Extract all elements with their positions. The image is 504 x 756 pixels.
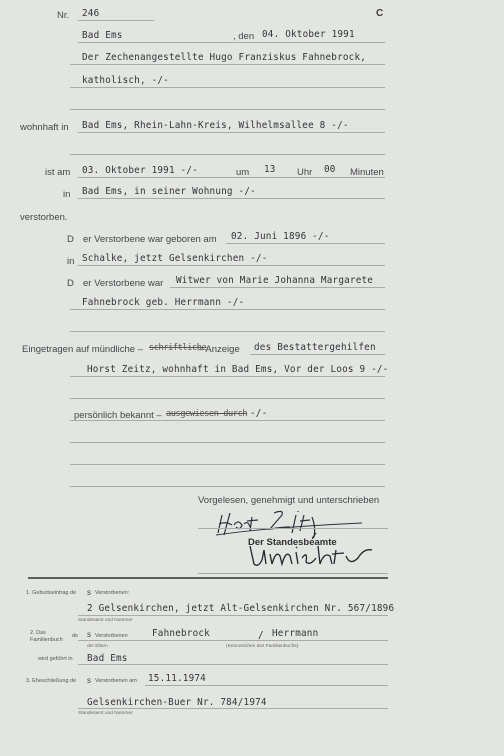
birth-label-d: D — [67, 234, 74, 245]
registrar-label: Der Standesbeamte — [248, 537, 337, 548]
closing-text: Vorgelesen, genehmigt und unterschrieben — [198, 495, 380, 506]
death-place: Bad Ems, in seiner Wohnung -/- — [82, 186, 256, 197]
registry-place: Bad Ems — [82, 30, 123, 41]
report-line-2: Horst Zeitz, wohnhaft in Bad Ems, Vor der Loos 9 -/- — [87, 364, 389, 375]
report-by: des Bestattergehilfen — [254, 342, 376, 353]
note2-name1: Fahnebrock — [152, 628, 210, 639]
note3-caption: Standesamt und Nummer — [78, 711, 133, 716]
person-line-1: Der Zechenangestellte Hugo Franziskus Fahnebrock, — [82, 52, 367, 63]
person-line-2: katholisch, -/- — [82, 75, 169, 86]
note2-name2: Herrmann — [272, 628, 319, 639]
minuten-label: Minuten — [350, 167, 384, 178]
note1-suffix: Verstorbenen: — [95, 590, 130, 596]
note2-de: de — [72, 633, 79, 639]
note3-s: s — [87, 676, 91, 685]
death-place-label: in — [63, 189, 71, 200]
note1-label: 1. Geburtseintrag de — [26, 590, 77, 596]
note2-suffix: Verstorbenen — [95, 633, 128, 639]
marital-line-2: Fahnebrock geb. Herrmann -/- — [82, 297, 245, 308]
note2-s: s — [87, 630, 91, 639]
note3-value: Gelsenkirchen-Buer Nr. 784/1974 — [87, 697, 267, 708]
birth-label: er Verstorbene war geboren am — [83, 234, 217, 245]
note2-kennzeichen: (Kennzeichen des Familienbuchs) — [226, 644, 299, 649]
entry-number: 246 — [82, 8, 100, 19]
entry-date: 04. Oktober 1991 — [262, 29, 355, 40]
marital-line-1: Witwer von Marie Johanna Margarete — [176, 275, 374, 286]
marital-label-d: D — [67, 278, 74, 289]
marital-label: er Verstorbene war — [83, 278, 164, 289]
death-date-label: ist am — [45, 167, 71, 178]
death-date: 03. Oktober 1991 -/- — [82, 165, 198, 176]
known-struck: ausgewiesen durch — [166, 409, 248, 419]
death-hour: 13 — [264, 164, 276, 175]
nr-label: Nr. — [57, 10, 70, 21]
um-label: um — [236, 167, 250, 178]
known-value: -/- — [250, 408, 268, 419]
residence-value: Bad Ems, Rhein-Lahn-Kreis, Wilhelmsallee 8 -/- — [82, 120, 349, 131]
note2-gefuehrt-label: wird geführt in — [38, 656, 73, 662]
known-label: persönlich bekannt – — [74, 410, 162, 421]
report-struck: schriftliche — [149, 343, 207, 353]
note1-s: s — [87, 588, 91, 597]
den-label: , den — [233, 31, 255, 42]
verstorben-label: verstorben. — [20, 212, 68, 223]
note2-slash: / — [258, 630, 264, 641]
death-minutes: 00 — [324, 164, 336, 175]
form-letter: C — [376, 8, 384, 19]
informant-signature — [212, 505, 372, 541]
residence-label: wohnhaft in — [20, 122, 69, 133]
note2-eltern: der Eltern — [87, 644, 108, 649]
note1-value: 2 Gelsenkirchen, jetzt Alt-Gelsenkirchen Nr. 567/1896 — [87, 603, 395, 614]
note1-caption: Standesamt und Nummer — [78, 618, 133, 623]
report-label: Eingetragen auf mündliche – — [22, 344, 143, 355]
note2-label-a: 2. Das — [30, 630, 46, 636]
note3-date: 15.11.1974 — [148, 673, 206, 684]
note3-label: 3. Eheschließung de — [26, 678, 77, 684]
uhr-label: Uhr — [297, 167, 313, 178]
report-label-2: – Anzeige — [198, 344, 240, 355]
registrar-signature — [240, 540, 380, 570]
note2-label-b: Familienbuch — [30, 637, 63, 643]
birth-date: 02. Juni 1896 -/- — [231, 231, 330, 242]
note2-place: Bad Ems — [87, 653, 128, 664]
birth-place-label: in — [67, 256, 75, 267]
note3-suffix: Verstorbenen am — [95, 678, 137, 684]
birth-place: Schalke, jetzt Gelsenkirchen -/- — [82, 253, 268, 264]
